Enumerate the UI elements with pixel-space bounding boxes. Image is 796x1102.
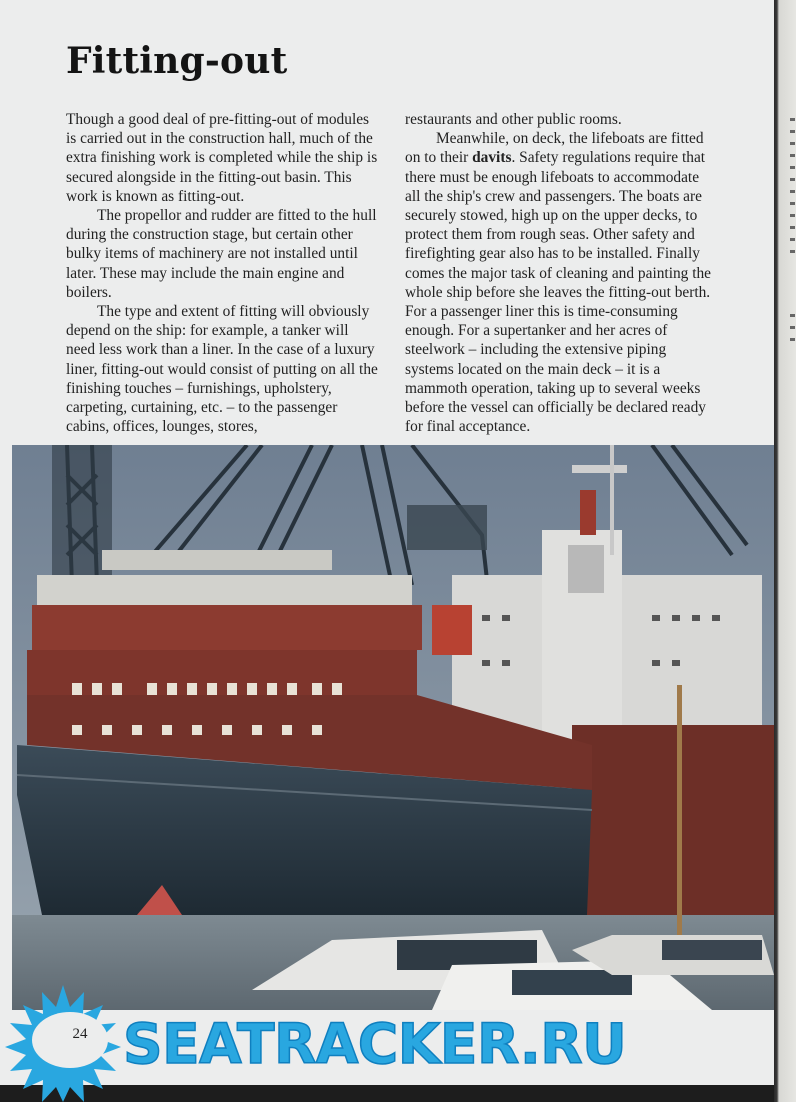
adjacent-page-edge	[774, 0, 796, 1102]
paragraph-text: . Safety regulations require that there must be enough lifeboats to accommodate all the ship's crew and passengers. The boats are securely stowed, high up on the upper decks, to protect them from rough seas. Other safety and firefighting gear also has to be installed. Finally comes the major task of cleaning and painting the whole ship before she leaves the fitting-out berth. For a passenger liner this is time-consuming enough. For a supertanker and her acres of steelwork – including the extensive piping systems located on the main deck – it is a mammoth operation, taking up to several weeks before the vessel can officially be declared ready for final acceptance.	[405, 149, 712, 436]
paragraph: The propellor and rudder are fitted to the hull during the construction stage, but certain other bulky items of machinery are not installed until later. These may include the main engine and boilers.	[66, 207, 377, 301]
paragraph-continuation: restaurants and other public rooms.	[405, 111, 622, 128]
glossary-term: davits	[472, 149, 512, 167]
page-number: 24	[72, 1026, 88, 1042]
text-column-right	[405, 110, 715, 436]
paragraph	[405, 129, 715, 436]
page-title: Fitting-out	[66, 40, 288, 82]
watermark-text: SEATRACKER.RU	[123, 1012, 627, 1076]
text-column-left	[66, 110, 378, 436]
paragraph: Though a good deal of pre-fitting-out of modules is carried out in the construction hall, much of the extra finishing work is completed while the ship is secured alongside in the fitting-out basin. This work is known as fitting-out.	[66, 111, 378, 205]
ship-illustration	[12, 445, 774, 1010]
paragraph: The type and extent of fitting will obviously depend on the ship: for example, a tanker will need less work than a liner. In the case of a luxury liner, fitting-out would consist of putting on all the finishing touches – furnishings, upholstery, carpeting, curtaining, etc. – to the passenger cabins, offices, lounges, stores,	[66, 303, 378, 436]
photo-ship-fitting-out	[12, 445, 774, 1010]
paragraph-text: Meanwhile, on deck, the lifeboats are fitted on to their	[405, 130, 704, 167]
